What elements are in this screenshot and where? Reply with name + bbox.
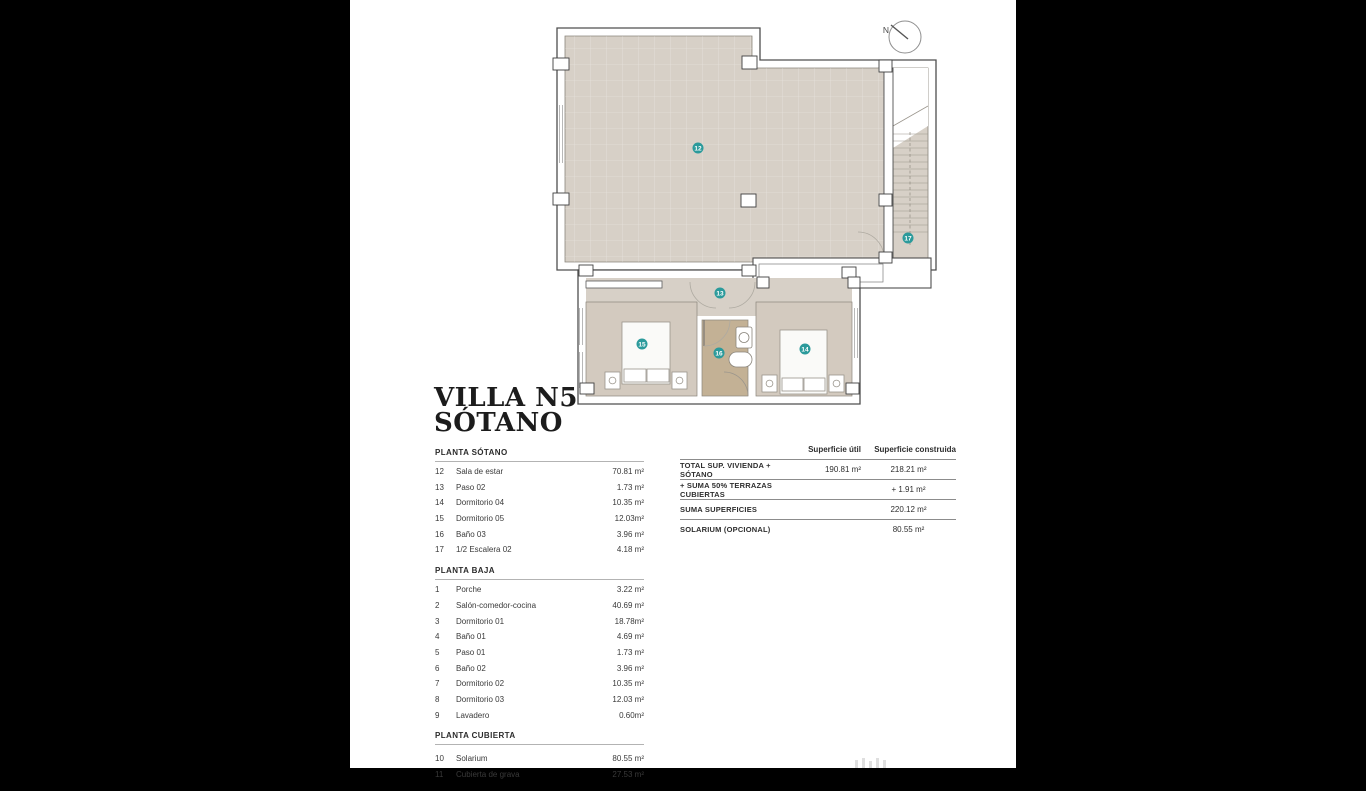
summary-util-value: 190.81 m²: [824, 465, 861, 474]
section-rows: [435, 580, 644, 726]
surface-summary-table: [680, 445, 956, 539]
hall-wall: [586, 281, 662, 288]
table-row: [435, 467, 644, 483]
room-name: Baño 03: [456, 529, 486, 539]
room-area: 3.96 m²: [616, 529, 644, 539]
summary-label: + SUMA 50% TERRAZAS CUBIERTAS: [680, 480, 773, 499]
room-name: Dormitorio 02: [456, 679, 505, 689]
summary-label: SOLARIUM (OPCIONAL): [680, 525, 771, 534]
room-badge-13: [715, 288, 726, 299]
summary-row: [680, 480, 956, 500]
room-area: 4.18 m²: [616, 545, 644, 555]
room-name: Sala de estar: [456, 467, 504, 476]
room-badge-14: [800, 344, 811, 355]
section-rows: [435, 462, 644, 561]
room-name: Porche: [456, 585, 482, 595]
room-name: Lavadero: [456, 710, 490, 720]
room-badge-17: [903, 233, 914, 244]
summary-header: [680, 445, 956, 460]
room-name: Dormitorio 01: [456, 616, 505, 626]
room-badge-16: [714, 348, 725, 359]
summary-construida-value: 218.21 m²: [890, 465, 927, 474]
hall-floor-2: [697, 278, 756, 316]
table-row: [435, 648, 644, 664]
summary-construida-value: 80.55 m²: [892, 525, 925, 534]
svg-text:13: 13: [716, 290, 724, 298]
table-row: [435, 545, 644, 561]
staircase: [893, 68, 928, 262]
table-row: [435, 530, 644, 546]
room-area: 70.81 m²: [612, 467, 644, 476]
floor-grid: [565, 36, 884, 262]
room-number: 15: [435, 514, 444, 524]
room-area: 18.78m²: [614, 616, 644, 626]
section-planta-baja: [435, 566, 644, 726]
page-title: [434, 383, 578, 438]
room-name: Paso 01: [456, 647, 486, 657]
room-name: Solarium: [456, 754, 488, 764]
room-area: 0.60m²: [619, 710, 644, 720]
room-number: 9: [435, 710, 440, 720]
room-number: 17: [435, 545, 444, 555]
table-row: [435, 617, 644, 633]
compass-north-label: N: [882, 25, 890, 35]
summary-row: [680, 520, 956, 539]
room-area: 1.73 m²: [616, 647, 644, 657]
room-number: 14: [435, 498, 444, 508]
section-title: PLANTA BAJA: [435, 566, 644, 580]
room-number: 1: [435, 585, 440, 595]
room-area: 3.96 m²: [616, 663, 644, 673]
room-area: 40.69 m²: [612, 600, 644, 610]
room-number: 3: [435, 616, 440, 626]
room-badge-12: [693, 143, 704, 154]
section-planta-cubierta: [435, 731, 644, 785]
svg-text:14: 14: [801, 346, 809, 354]
table-row: [435, 585, 644, 601]
room-number: 8: [435, 694, 440, 704]
room-area: 12.03 m²: [612, 694, 644, 704]
room-area: 3.22 m²: [616, 585, 644, 595]
svg-text:16: 16: [715, 350, 723, 358]
summary-construida-value: 220.12 m²: [890, 505, 927, 514]
room-name: Dormitorio 04: [456, 498, 505, 508]
col-superficie-construida: Superficie construida: [874, 445, 956, 454]
table-row: [435, 632, 644, 648]
room-number: 7: [435, 679, 440, 689]
room-number: 10: [435, 754, 444, 764]
table-row: [435, 483, 644, 499]
cutoff-logo-mark: [855, 756, 917, 768]
room-number: 12: [435, 467, 444, 476]
summary-construida-value: + 1.91 m²: [891, 485, 926, 494]
svg-text:12: 12: [694, 145, 702, 153]
section-title: PLANTA SÓTANO: [435, 448, 644, 462]
room-name: Baño 02: [456, 663, 486, 673]
room-name: Paso 02: [456, 482, 486, 492]
room-name: 1/2 Escalera 02: [456, 545, 512, 555]
section-rows: [435, 745, 644, 785]
room-area: 10.35 m²: [612, 498, 644, 508]
summary-row: [680, 500, 956, 520]
stair-wall: [884, 68, 893, 262]
table-row: [435, 711, 644, 727]
room-number: 5: [435, 647, 440, 657]
room-name: Cubierta de grava: [456, 770, 520, 779]
room-area: 10.35 m²: [612, 679, 644, 689]
table-row: [435, 754, 644, 770]
table-row: [435, 695, 644, 711]
room-name: Salón-comedor-cocina: [456, 600, 537, 610]
room-badge-15: [637, 339, 648, 350]
room-number: 16: [435, 529, 444, 539]
page-title-line2: SÓTANO: [434, 408, 563, 438]
table-row: [435, 498, 644, 514]
table-row: [435, 770, 644, 786]
room-area: 80.55 m²: [612, 754, 644, 764]
summary-rows: [680, 460, 956, 539]
summary-label: TOTAL SUP. VIVIENDA + SÓTANO: [680, 460, 771, 479]
room-number: 11: [435, 770, 444, 779]
room-area: 12.03m²: [614, 514, 644, 524]
room-number: 2: [435, 600, 440, 610]
compass-icon: [883, 21, 921, 53]
table-row: [435, 664, 644, 680]
table-row: [435, 514, 644, 530]
svg-text:15: 15: [638, 341, 646, 349]
room-tables: [435, 448, 644, 791]
room-name: Baño 01: [456, 632, 486, 642]
section-title: PLANTA CUBIERTA: [435, 731, 644, 745]
col-superficie-util: Superficie útil: [808, 445, 861, 454]
section-planta-sotano: [435, 448, 644, 561]
svg-text:17: 17: [904, 235, 912, 243]
room-area: 27.53 m²: [612, 770, 644, 779]
plan-sheet: [350, 0, 1016, 779]
room-number: 6: [435, 663, 440, 673]
page-title-line1: VILLA N5: [434, 383, 578, 413]
summary-row: [680, 460, 956, 480]
summary-label: SUMA SUPERFICIES: [680, 505, 758, 514]
room-area: 4.69 m²: [616, 632, 644, 642]
room-number: 4: [435, 632, 440, 642]
table-row: [435, 601, 644, 617]
room-name: Dormitorio 03: [456, 694, 505, 704]
room-number: 13: [435, 482, 444, 492]
room-name: Dormitorio 05: [456, 514, 505, 524]
table-row: [435, 679, 644, 695]
room-area: 1.73 m²: [616, 482, 644, 492]
